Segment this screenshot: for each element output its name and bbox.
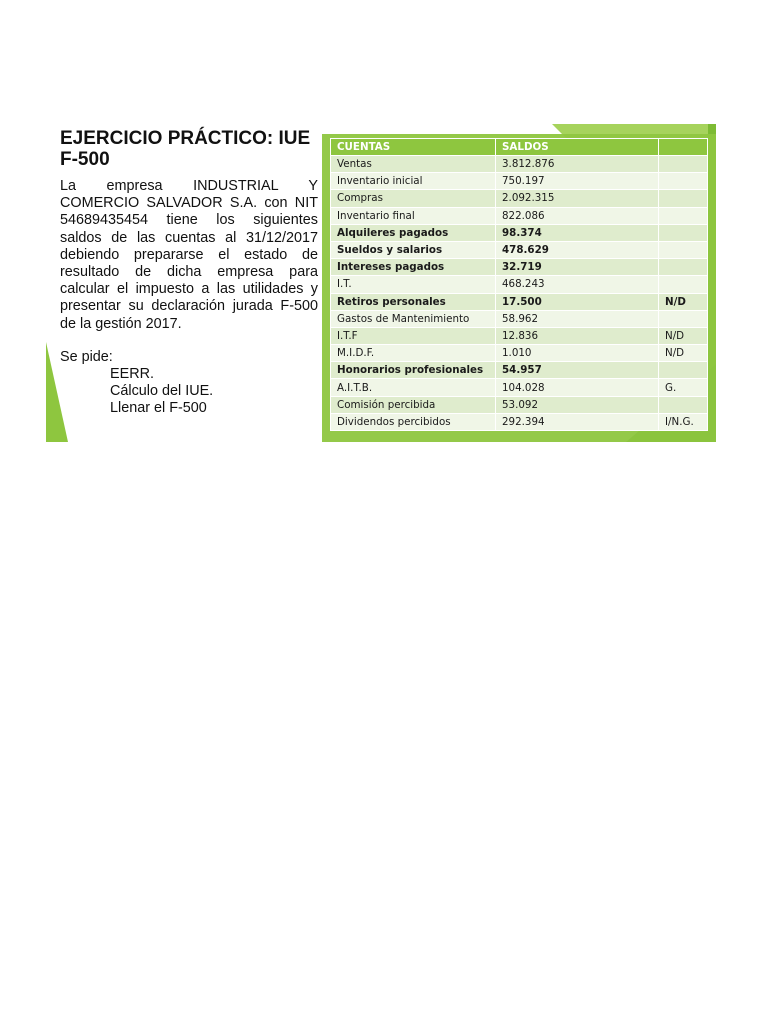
cell-cuenta: I.T. — [331, 276, 496, 293]
cell-cuenta: I.T.F — [331, 327, 496, 344]
se-pide-item: Llenar el F-500 — [110, 400, 207, 417]
table-row — [331, 345, 708, 362]
cell-nota — [659, 173, 708, 190]
page-title: EJERCICIO PRÁCTICO: IUE F-500 — [60, 128, 311, 170]
cell-nota: N/D — [659, 293, 708, 310]
header-saldos: SALDOS — [496, 139, 659, 156]
cell-nota: G. — [659, 379, 708, 396]
cell-cuenta: Intereses pagados — [331, 259, 496, 276]
cell-saldo: 104.028 — [496, 379, 659, 396]
cell-cuenta: Ventas — [331, 156, 496, 173]
table-row — [331, 241, 708, 258]
table-row — [331, 156, 708, 173]
cell-nota — [659, 190, 708, 207]
header-nota — [659, 139, 708, 156]
table-row — [331, 362, 708, 379]
cell-nota — [659, 224, 708, 241]
cell-cuenta: Compras — [331, 190, 496, 207]
cell-saldo: 478.629 — [496, 241, 659, 258]
table-row — [331, 259, 708, 276]
cell-cuenta: Honorarios profesionales — [331, 362, 496, 379]
cell-cuenta: Retiros personales — [331, 293, 496, 310]
cell-nota: N/D — [659, 327, 708, 344]
cell-saldo: 98.374 — [496, 224, 659, 241]
table-row — [331, 310, 708, 327]
table-header-row — [331, 139, 708, 156]
cell-saldo: 1.010 — [496, 345, 659, 362]
se-pide-item: EERR. — [110, 366, 154, 383]
cell-saldo: 58.962 — [496, 310, 659, 327]
cell-nota: N/D — [659, 345, 708, 362]
table-row — [331, 276, 708, 293]
cell-saldo: 822.086 — [496, 207, 659, 224]
cell-cuenta: A.I.T.B. — [331, 379, 496, 396]
cell-nota — [659, 156, 708, 173]
exercise-text — [60, 124, 318, 418]
cell-saldo: 2.092.315 — [496, 190, 659, 207]
cell-nota — [659, 241, 708, 258]
cell-cuenta: Sueldos y salarios — [331, 241, 496, 258]
cell-saldo: 17.500 — [496, 293, 659, 310]
table-row — [331, 379, 708, 396]
cell-saldo: 12.836 — [496, 327, 659, 344]
cell-nota — [659, 207, 708, 224]
table-row — [331, 173, 708, 190]
cell-nota — [659, 276, 708, 293]
cell-saldo: 32.719 — [496, 259, 659, 276]
cell-saldo: 292.394 — [496, 413, 659, 430]
cell-nota — [659, 396, 708, 413]
table-row — [331, 396, 708, 413]
cell-cuenta: Alquileres pagados — [331, 224, 496, 241]
balances-table — [330, 138, 708, 431]
cell-cuenta: Gastos de Mantenimiento — [331, 310, 496, 327]
cell-saldo: 750.197 — [496, 173, 659, 190]
table-row — [331, 327, 708, 344]
slide — [46, 124, 716, 442]
cell-nota — [659, 362, 708, 379]
table-row — [331, 207, 708, 224]
cell-cuenta: M.I.D.F. — [331, 345, 496, 362]
cell-saldo: 3.812.876 — [496, 156, 659, 173]
cell-cuenta: Inventario inicial — [331, 173, 496, 190]
cell-cuenta: Comisión percibida — [331, 396, 496, 413]
se-pide-item: Cálculo del IUE. — [110, 383, 214, 400]
cell-saldo: 53.092 — [496, 396, 659, 413]
table-row — [331, 190, 708, 207]
cell-saldo: 468.243 — [496, 276, 659, 293]
cell-nota — [659, 259, 708, 276]
cell-cuenta: Dividendos percibidos — [331, 413, 496, 430]
statement-paragraph: La empresa INDUSTRIAL Y COMERCIO SALVADOR S.A. con NIT 54689435454 tiene los siguientes saldos de las cuentas al 31/12/2017 debiendo prepararse el estado de resultado de dicha empresa para calcular el impuesto a las utilidades y presentar su declaración jurada F-500 de la gestión 2017. — [60, 178, 318, 332]
se-pide-label: Se pide: — [60, 348, 113, 365]
cell-saldo: 54.957 — [496, 362, 659, 379]
cell-cuenta: Inventario final — [331, 207, 496, 224]
header-cuentas: CUENTAS — [331, 139, 496, 156]
cell-nota: I/N.G. — [659, 413, 708, 430]
table-row — [331, 224, 708, 241]
table-row — [331, 293, 708, 310]
cell-nota — [659, 310, 708, 327]
table-row — [331, 413, 708, 430]
